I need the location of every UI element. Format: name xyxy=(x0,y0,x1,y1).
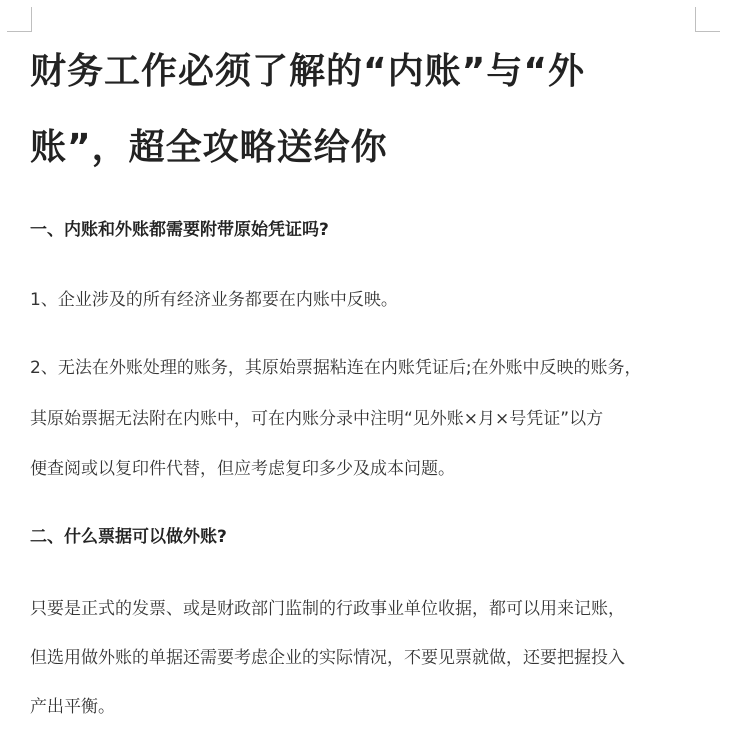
page-corner-mark-top-left xyxy=(7,7,32,32)
section-2-heading: 二、什么票据可以做外账? xyxy=(30,527,227,547)
section-2-paragraph-1-line-2: 但选用做外账的单据还需要考虑企业的实际情况，不要见票就做，还要把握投入 xyxy=(30,648,625,668)
section-1-paragraph-2-line-2: 其原始票据无法附在内账中，可在内账分录中注明“见外账×月×号凭证”以方 xyxy=(30,409,604,429)
article-title xyxy=(30,0,710,186)
article-title-line-2: 账”，超全攻略送给你 xyxy=(30,127,388,168)
document-body xyxy=(30,0,710,717)
section-1-paragraph-2-line-3: 便查阅或以复印件代替，但应考虑复印多少及成本问题。 xyxy=(30,459,455,479)
article-title-line-1: 财务工作必须了解的“内账”与“外 xyxy=(30,51,585,92)
section-1-paragraph-2-line-1: 2、无法在外账处理的账务，其原始票据粘连在内账凭证后;在外账中反映的账务， xyxy=(30,358,642,378)
section-1-heading: 一、内账和外账都需要附带原始凭证吗? xyxy=(30,220,329,240)
section-2-paragraph-1-line-1: 只要是正式的发票、或是财政部门监制的行政事业单位收据，都可以用来记账， xyxy=(30,599,625,619)
section-2-paragraph-1-line-3: 产出平衡。 xyxy=(30,697,115,717)
section-1-paragraph-1: 1、企业涉及的所有经济业务都要在内账中反映。 xyxy=(30,290,398,310)
